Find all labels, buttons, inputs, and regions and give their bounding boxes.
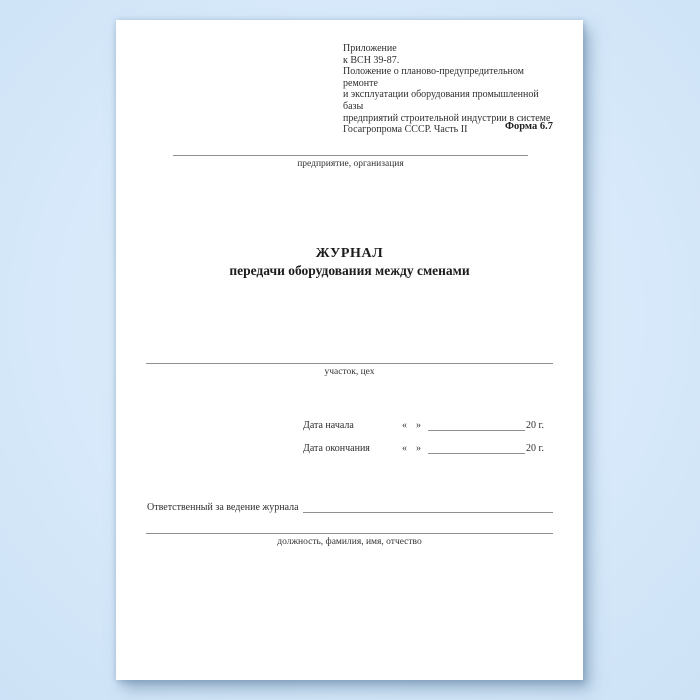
- header-line: предприятий строительной индустрии в системе: [343, 112, 551, 124]
- header-line: Положение о планово-предупредительном ремонте: [343, 66, 524, 89]
- responsible-label: Ответственный за ведение журнала: [147, 502, 299, 513]
- date-start-row: [303, 418, 544, 431]
- responsible-second-fill-line: [146, 533, 553, 534]
- date-start-label: Дата начала: [303, 420, 354, 431]
- header-line: и эксплуатации оборудования промышленной базы: [343, 89, 539, 112]
- organization-fill-line: [173, 155, 528, 156]
- date-end-fill-line: [428, 442, 525, 454]
- document-title: [116, 246, 583, 279]
- title-line-1: ЖУРНАЛ: [315, 246, 384, 261]
- header-line: к ВСН 39-87.: [343, 54, 400, 66]
- quote-close: »: [416, 420, 421, 431]
- quote-open: «: [402, 443, 407, 454]
- responsible-fill-line: [303, 500, 553, 513]
- date-start-year-suffix: 20 г.: [526, 420, 544, 431]
- quote-close: »: [416, 443, 421, 454]
- section-caption: участок, цех: [324, 367, 375, 377]
- header-line: Приложение: [343, 43, 397, 54]
- form-number: Форма 6.7: [504, 121, 553, 132]
- section-fill-line: [146, 363, 553, 364]
- responsible-caption: должность, фамилия, имя, отчество: [277, 537, 422, 547]
- quote-open: «: [402, 420, 407, 431]
- date-end-label: Дата окончания: [303, 443, 370, 454]
- date-end-row: [303, 441, 544, 454]
- responsible-row: [147, 499, 553, 513]
- document-page: [116, 20, 583, 680]
- title-line-2: передачи оборудования между сменами: [229, 263, 470, 278]
- date-end-year-suffix: 20 г.: [526, 443, 544, 454]
- header-line: Госагропрома СССР. Часть II: [343, 124, 468, 136]
- organization-caption: предприятие, организация: [297, 159, 404, 169]
- date-start-fill-line: [428, 419, 525, 431]
